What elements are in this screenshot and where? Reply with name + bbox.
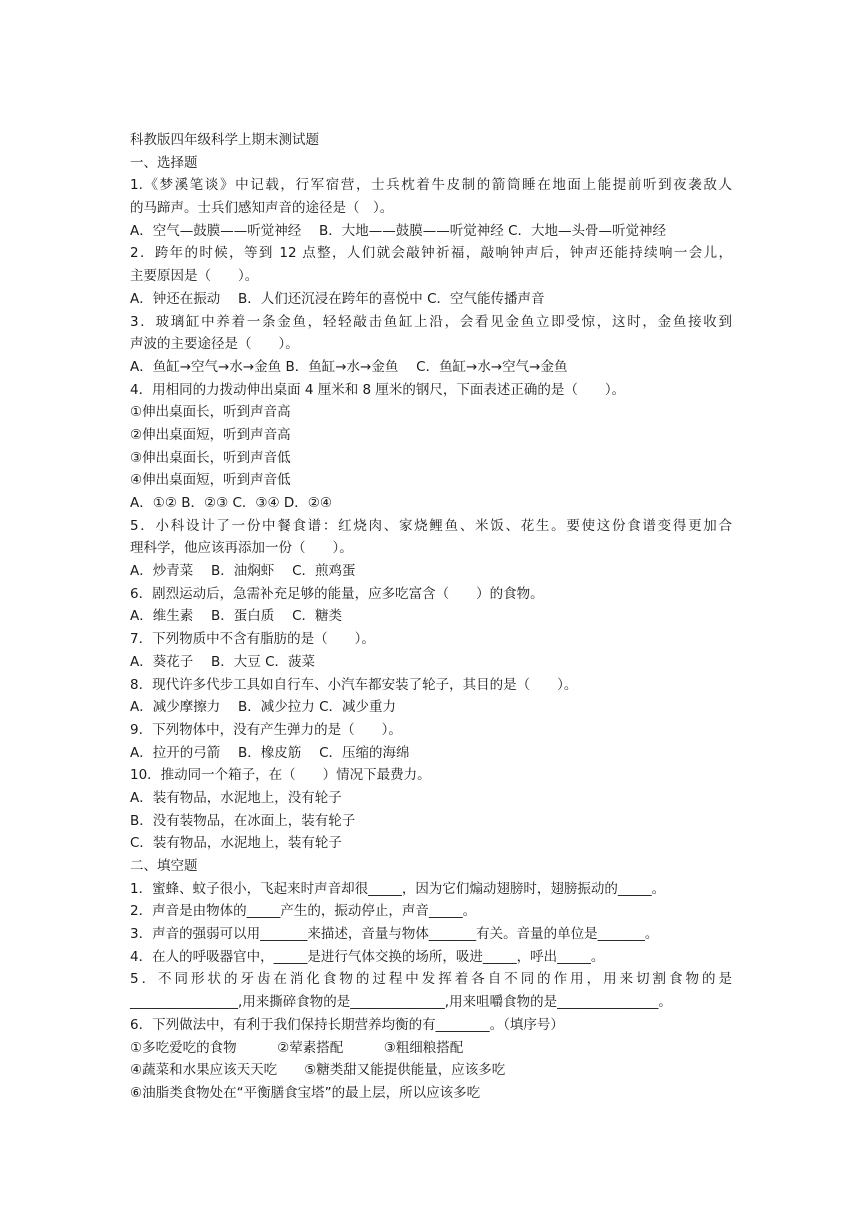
fill-6-stem: 6．下列做法中，有利于我们保持长期营养均衡的有________。（填序号） [130,1016,564,1033]
question-10-stem: 10．推动同一个箱子，在（ ）情况下最费力。 [130,767,431,784]
question-1-line-1: 1.《梦溪笔谈》中记载，行军宿营，士兵枕着牛皮制的箭筒睡在地面上能提前听到夜袭敌人 [130,177,732,194]
question-6-options: A．维生素 B．蛋白质 C．糖类 [130,608,343,625]
fill-6-items-1: ①多吃爱吃的食物 ②荤素搭配 ③粗细粮搭配 [130,1039,464,1056]
question-4-item-3: ③伸出桌面长，听到声音低 [130,449,291,466]
question-5-line-2: 理科学，他应该再添加一份（ ）。 [130,540,353,557]
question-5-options: A．炒青菜 B．油焖虾 C．煎鸡蛋 [130,563,356,580]
question-4-stem: 4．用相同的力拨动伸出桌面 4 厘米和 8 厘米的钢尺，下面表述正确的是（ ）。 [130,381,626,398]
question-8-options: A．减少摩擦力 B．减少拉力 C．减少重力 [130,699,397,716]
fill-6-items-2: ④蔬菜和水果应该天天吃 ⑤糖类甜又能提供能量，应该多吃 [130,1062,506,1079]
question-4-item-1: ①伸出桌面长，听到声音高 [130,404,291,421]
question-4-item-2: ②伸出桌面短，听到声音高 [130,426,291,443]
section-heading-choice: 一、选择题 [130,154,198,171]
document-body [130,129,732,1105]
question-10-option-c: C．装有物品，水泥地上，装有轮子 [130,835,342,852]
question-3-options: A．鱼缸→空气→水→金鱼 B．鱼缸→水→金鱼 C．鱼缸→水→空气→金鱼 [130,358,568,375]
question-9-stem: 9．下列物体中，没有产生弹力的是（ ）。 [130,721,402,738]
question-4-options: A．①② B．②③ C．③④ D．②④ [130,495,333,511]
question-7-options: A．葵花子 B．大豆 C．菠菜 [130,653,316,670]
fill-6-items-3: ⑥油脂类食物处在“平衡膳食宝塔”的最上层，所以应该多吃 [130,1084,481,1101]
fill-5-line-2: ________________,用来撕碎食物的是______________,用来咀嚼食物的是_______________。 [130,994,672,1011]
question-3-line-1: 3．玻璃缸中养着一条金鱼，轻轻敲击鱼缸上沿，会看见金鱼立即受惊，这时，金鱼接收到 [130,313,732,330]
document-title: 科教版四年级科学上期末测试题 [130,132,319,148]
question-5-line-1: 5．小科设计了一份中餐食谱：红烧肉、家烧鲤鱼、米饭、花生。要使这份食谱变得更加合 [130,517,732,534]
question-6-stem: 6．剧烈运动后，急需补充足够的能量，应多吃富含（ ）的食物。 [130,585,544,602]
question-2-options: A．钟还在振动 B．人们还沉浸在跨年的喜悦中 C．空气能传播声音 [130,290,545,307]
question-10-option-a: A．装有物品，水泥地上，没有轮子 [130,789,342,806]
fill-4: 4．在人的呼吸器官中，_____是进行气体交换的场所，吸进_____，呼出_____。 [130,948,605,965]
fill-5-line-1: 5．不同形状的牙齿在消化食物的过程中发挥着各自不同的作用，用来切割食物的是 [130,971,732,988]
question-7-stem: 7．下列物质中不含有脂肪的是（ ）。 [130,631,375,648]
question-9-options: A．拉开的弓箭 B．橡皮筋 C．压缩的海绵 [130,744,410,761]
question-1-options: A．空气—鼓膜——听觉神经 B．大地——鼓膜——听觉神经 C．大地—头骨—听觉神经 [130,222,667,239]
fill-2: 2．声音是由物体的_____产生的，振动停止，声音_____。 [130,903,477,920]
question-1-line-2: 的马蹄声。士兵们感知声音的途径是（ ）。 [130,200,394,217]
fill-1: 1．蜜蜂、蚊子很小，飞起来时声音却很_____，因为它们煽动翅膀时，翅膀振动的_____。 [130,880,666,897]
question-3-line-2: 声波的主要途径是（ ）。 [130,336,299,353]
question-2-line-2: 主要原因是（ ）。 [130,268,259,285]
section-heading-fill: 二、填空题 [130,858,198,874]
question-4-item-4: ④伸出桌面短，听到声音低 [130,472,291,489]
question-8-stem: 8．现代许多代步工具如自行车、小汽车都安装了轮子，其目的是（ ）。 [130,676,578,693]
fill-3: 3．声音的强弱可以用_______来描述，音量与物体_______有关。音量的单位是_______。 [130,926,659,943]
question-10-option-b: B．没有装物品，在冰面上，装有轮子 [130,812,356,829]
question-2-line-1: 2．跨年的时候，等到 12 点整，人们就会敲钟祈福，敲响钟声后，钟声还能持续响一会儿， [130,245,732,262]
